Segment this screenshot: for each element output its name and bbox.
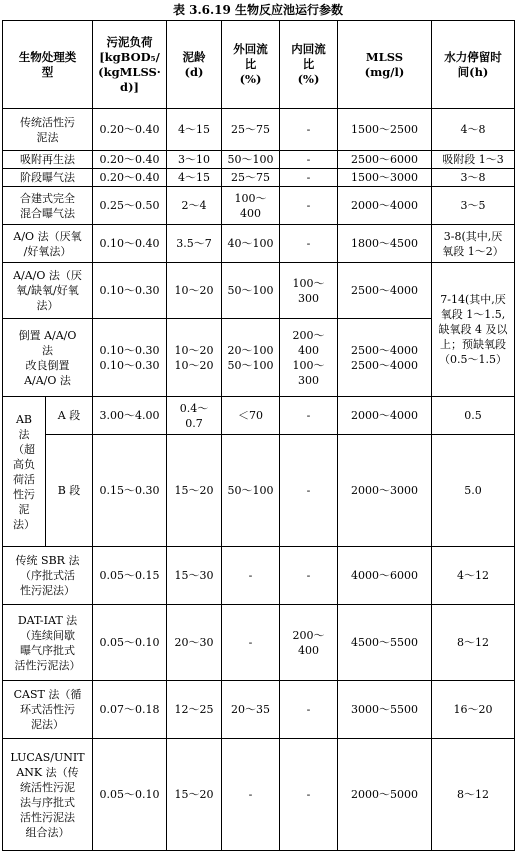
sludge-age-cell: 2～4: [167, 187, 222, 225]
sludge-load-cell: 0.05～0.10: [93, 605, 167, 681]
header-sludge-age: 泥龄 (d): [167, 21, 222, 109]
external-reflux-cell: -: [222, 739, 280, 851]
external-reflux-cell: 25～75: [222, 169, 280, 187]
stage-label: A 段: [46, 397, 93, 435]
internal-reflux-cell: -: [280, 169, 338, 187]
process-name: 合建式完全 混合曝气法: [3, 187, 93, 225]
sludge-age-cell: 10～20: [167, 263, 222, 319]
external-reflux-cell: 20～100 50～100: [222, 319, 280, 397]
mlss-cell: 4500～5500: [338, 605, 432, 681]
sludge-load-cell: 0.20～0.40: [93, 109, 167, 151]
mlss-cell: 2000～4000: [338, 397, 432, 435]
mlss-cell: 2500～4000 2500～4000: [338, 319, 432, 397]
sludge-load-cell: 0.10～0.30 0.10～0.30: [93, 319, 167, 397]
process-name: A/A/O 法（厌 氧/缺氧/好氧 法）: [3, 263, 93, 319]
process-name: A/O 法（厌氧 /好氧法）: [3, 225, 93, 263]
hrt-cell: 7-14(其中,厌 氧段 1～1.5, 缺氧段 4 及以 上；预缺氧段 （0.5～1.5）: [432, 263, 515, 397]
sludge-load-cell: 0.10～0.40: [93, 225, 167, 263]
external-reflux-cell: -: [222, 605, 280, 681]
table-title: 表 3.6.19 生物反应池运行参数: [172, 3, 344, 17]
sludge-age-cell: 4～15: [167, 109, 222, 151]
mlss-cell: 2000～4000: [338, 187, 432, 225]
internal-reflux-cell: -: [280, 187, 338, 225]
header-row: [3, 21, 515, 109]
sludge-age-cell: 0.4～ 0.7: [167, 397, 222, 435]
internal-reflux-cell: -: [280, 397, 338, 435]
internal-reflux-cell: 100～ 300: [280, 263, 338, 319]
hrt-cell: 吸附段 1～3: [432, 151, 515, 169]
process-name: CAST 法（循 环式活性污 泥法）: [3, 681, 93, 739]
table-row: [3, 169, 515, 187]
internal-reflux-cell: -: [280, 681, 338, 739]
internal-reflux-cell: -: [280, 109, 338, 151]
sludge-load-cell: 0.20～0.40: [93, 169, 167, 187]
process-name: DAT-IAT 法 （连续间歇 曝气序批式 活性污泥法）: [3, 605, 93, 681]
sludge-load-cell: 0.05～0.15: [93, 547, 167, 605]
stage-label: B 段: [46, 435, 93, 547]
external-reflux-cell: 50～100: [222, 151, 280, 169]
sludge-load-cell: 0.10～0.30: [93, 263, 167, 319]
sludge-age-cell: 15～20: [167, 435, 222, 547]
mlss-cell: 1500～3000: [338, 169, 432, 187]
external-reflux-cell: 50～100: [222, 263, 280, 319]
mlss-cell: 1500～2500: [338, 109, 432, 151]
mlss-cell: 3000～5500: [338, 681, 432, 739]
internal-reflux-cell: -: [280, 435, 338, 547]
header-mlss: MLSS (mg/l): [338, 21, 432, 109]
sludge-age-cell: 15～30: [167, 547, 222, 605]
hrt-cell: 8～12: [432, 605, 515, 681]
mlss-cell: 4000～6000: [338, 547, 432, 605]
external-reflux-cell: -: [222, 547, 280, 605]
sludge-load-cell: 0.05～0.10: [93, 739, 167, 851]
sludge-age-cell: 3～10: [167, 151, 222, 169]
table-row: [3, 151, 515, 169]
hrt-cell: 16～20: [432, 681, 515, 739]
sludge-load-cell: 0.15～0.30: [93, 435, 167, 547]
sludge-age-cell: 10～20 10～20: [167, 319, 222, 397]
hrt-cell: 0.5: [432, 397, 515, 435]
mlss-cell: 2000～5000: [338, 739, 432, 851]
mlss-cell: 2500～4000: [338, 263, 432, 319]
header-external-reflux: 外回流 比 (%): [222, 21, 280, 109]
mlss-cell: 1800～4500: [338, 225, 432, 263]
mlss-cell: 2000～3000: [338, 435, 432, 547]
internal-reflux-cell: 200～ 400 100～ 300: [280, 319, 338, 397]
table-row: [3, 605, 515, 681]
process-name: LUCAS/UNIT ANK 法（传 统活性污泥 法与序批式 活性污泥法 组合法）: [3, 739, 93, 851]
external-reflux-cell: ＜70: [222, 397, 280, 435]
table-row: [3, 397, 515, 435]
sludge-load-cell: 0.25～0.50: [93, 187, 167, 225]
process-name: 吸附再生法: [3, 151, 93, 169]
header-hrt: 水力停留时 间(h): [432, 21, 515, 109]
external-reflux-cell: 20～35: [222, 681, 280, 739]
hrt-cell: 5.0: [432, 435, 515, 547]
hrt-cell: 3～8: [432, 169, 515, 187]
table-row: [3, 547, 515, 605]
internal-reflux-cell: -: [280, 739, 338, 851]
process-name: 传统 SBR 法 （序批式活 性污泥法）: [3, 547, 93, 605]
sludge-load-cell: 0.20～0.40: [93, 151, 167, 169]
external-reflux-cell: 100～ 400: [222, 187, 280, 225]
hrt-cell: 3～5: [432, 187, 515, 225]
hrt-cell: 8～12: [432, 739, 515, 851]
sludge-age-cell: 15～20: [167, 739, 222, 851]
header-sludge-load: 污泥负荷 [kgBOD₅/ (kgMLSS· d)]: [93, 21, 167, 109]
process-name: AB 法 （超 高负 荷活 性污 泥 法）: [3, 397, 46, 547]
header-process: 生物处理类 型: [3, 21, 93, 109]
hrt-cell: 4～12: [432, 547, 515, 605]
sludge-load-cell: 0.07～0.18: [93, 681, 167, 739]
table-row: [3, 739, 515, 851]
external-reflux-cell: 50～100: [222, 435, 280, 547]
table-row: [3, 187, 515, 225]
external-reflux-cell: 25～75: [222, 109, 280, 151]
table-row: [3, 225, 515, 263]
table-row: [3, 263, 515, 319]
process-name: 倒置 A/A/O 法 改良倒置 A/A/O 法: [3, 319, 93, 397]
internal-reflux-cell: -: [280, 547, 338, 605]
process-name: 阶段曝气法: [3, 169, 93, 187]
sludge-age-cell: 12～25: [167, 681, 222, 739]
header-internal-reflux: 内回流 比 (%): [280, 21, 338, 109]
internal-reflux-cell: -: [280, 225, 338, 263]
table-row: [3, 109, 515, 151]
mlss-cell: 2500～6000: [338, 151, 432, 169]
hrt-cell: 3-8(其中,厌 氧段 1～2）: [432, 225, 515, 263]
internal-reflux-cell: 200～ 400: [280, 605, 338, 681]
parameter-table: [2, 20, 515, 851]
hrt-cell: 4～8: [432, 109, 515, 151]
sludge-load-cell: 3.00～4.00: [93, 397, 167, 435]
external-reflux-cell: 40～100: [222, 225, 280, 263]
sludge-age-cell: 3.5～7: [167, 225, 222, 263]
internal-reflux-cell: -: [280, 151, 338, 169]
table-row: [3, 681, 515, 739]
sludge-age-cell: 20～30: [167, 605, 222, 681]
process-name: 传统活性污 泥法: [3, 109, 93, 151]
table-row: [3, 435, 515, 547]
sludge-age-cell: 4～15: [167, 169, 222, 187]
